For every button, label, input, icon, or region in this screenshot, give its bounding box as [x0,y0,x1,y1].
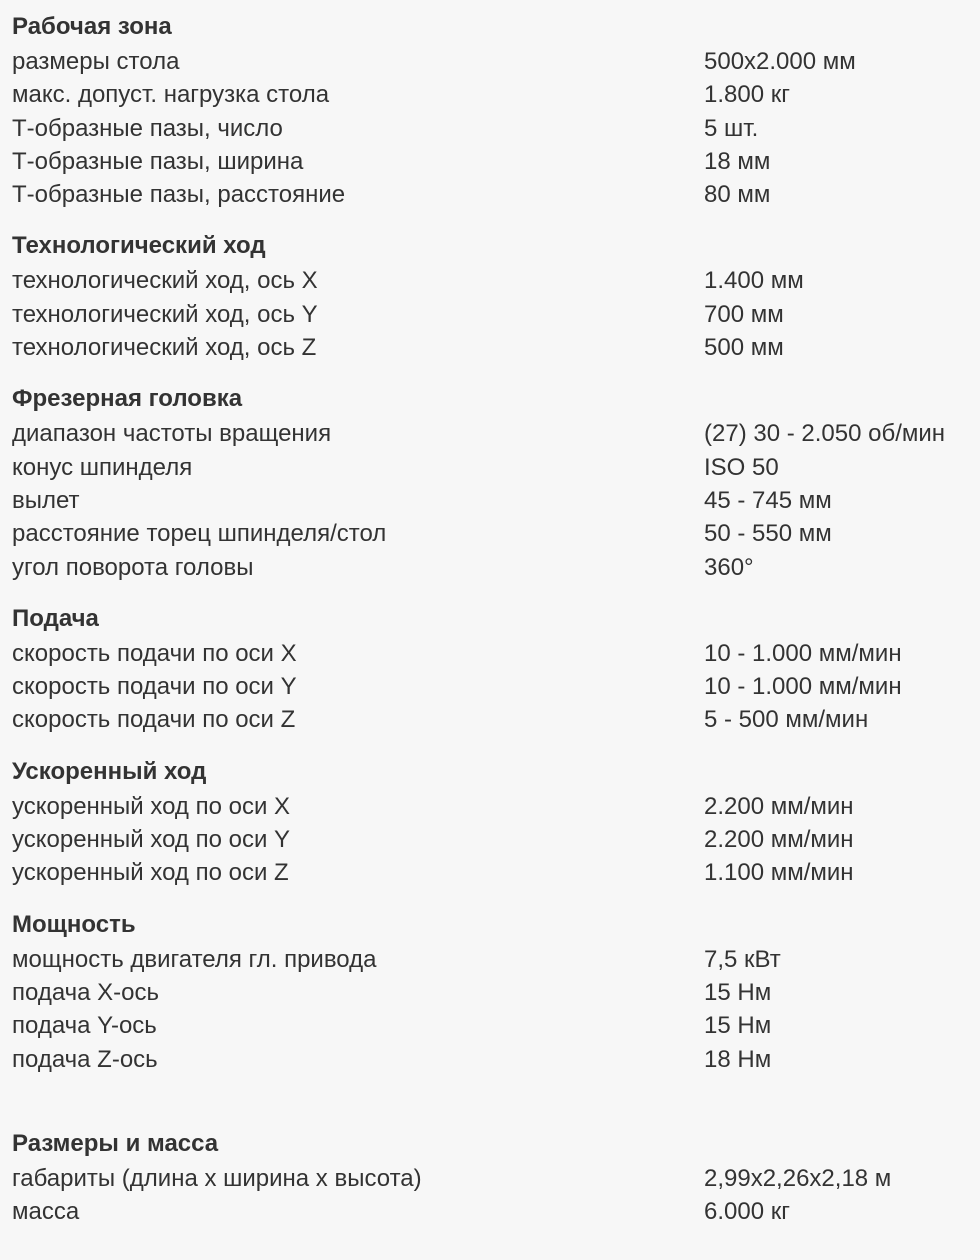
spec-value: (27) 30 - 2.050 об/мин [704,420,946,448]
spec-label: скорость подачи по оси Y [12,673,297,701]
spec-value: 1.800 кг [704,81,790,109]
spec-row [12,451,980,484]
spec-value: 10 - 1.000 мм/мин [704,639,902,667]
spec-label: угол поворота головы [12,553,254,581]
spec-row [12,637,980,670]
spec-row [12,112,980,145]
spec-value: 18 мм [704,147,771,175]
spec-label: габариты (длина x ширина x высота) [12,1164,422,1192]
spec-value: 360° [704,553,754,581]
spec-label: диапазон частоты вращения [12,420,332,448]
section-title: Рабочая зона [12,13,172,40]
section-rapid-traverse [12,755,980,890]
spec-row [12,703,980,736]
spec-value: 18 Нм [704,1045,772,1073]
section-spacer [12,584,980,602]
spec-label: подача Y-ось [12,1012,157,1040]
section-spacer [12,211,980,229]
spec-value: 7,5 кВт [704,945,781,973]
spec-row [12,145,980,178]
spec-value: 10 - 1.000 мм/мин [704,673,902,701]
spec-label: ускоренный ход по оси Y [12,826,291,854]
spec-value: 45 - 745 мм [704,486,832,514]
spec-row [12,1009,980,1042]
spec-value: 500x2.000 мм [704,48,856,75]
section-title: Подача [12,604,99,632]
section-travel [12,229,980,364]
spec-value: 1.100 мм/мин [704,859,854,887]
spec-row [12,1195,980,1228]
section-title: Ускоренный ход [12,757,207,785]
section-work-area [12,10,980,211]
spec-row [12,264,980,297]
spec-label: технологический ход, ось X [12,267,318,295]
spec-row [12,178,980,211]
spec-row [12,976,980,1009]
section-spacer [12,364,980,382]
section-spacer [12,1076,980,1127]
spec-row [12,1162,980,1195]
section-title: Мощность [12,910,136,938]
spec-value: 5 шт. [704,114,759,142]
spec-label: мощность двигателя гл. привода [12,945,377,973]
spec-label: расстояние торец шпинделя/стол [12,520,387,548]
spec-value: 700 мм [704,300,784,328]
spec-row [12,78,980,111]
spec-row [12,331,980,364]
spec-row [12,790,980,823]
spec-label: подача Z-ось [12,1045,158,1073]
spec-label: конус шпинделя [12,453,193,481]
spec-value: 15 Нм [704,1012,772,1040]
spec-row [12,670,980,703]
spec-row [12,943,980,976]
spec-label: масса [12,1198,80,1226]
spec-label: ускоренный ход по оси X [12,792,291,820]
spec-value: ISO 50 [704,453,779,481]
spec-row [12,298,980,331]
spec-label: скорость подачи по оси X [12,639,297,667]
spec-value: 500 мм [704,334,784,362]
spec-label: скорость подачи по оси Z [12,706,296,734]
spec-row [12,45,980,78]
spec-label: ускоренный ход по оси Z [12,859,289,887]
spec-row [12,417,980,450]
spec-value: 6.000 кг [704,1198,790,1226]
spec-row [12,484,980,517]
section-title: Размеры и масса [12,1129,219,1157]
spec-value: 2,99x2,26x2,18 м [704,1164,892,1192]
spec-label: Т-образные пазы, число [12,114,283,142]
spec-label: подача X-ось [12,978,160,1006]
spec-label: размеры стола [12,48,180,75]
spec-label: технологический ход, ось Z [12,334,317,362]
spec-value: 15 Нм [704,978,772,1006]
section-power [12,908,980,1076]
spec-value: 5 - 500 мм/мин [704,706,869,734]
spec-value: 80 мм [704,181,771,209]
section-spacer [12,890,980,908]
section-dimensions-weight [12,1127,980,1229]
spec-row [12,551,980,584]
section-title: Фрезерная головка [12,385,243,413]
spec-row [12,856,980,889]
spec-value: 50 - 550 мм [704,520,832,548]
spec-label: макс. допуст. нагрузка стола [12,81,330,109]
section-title: Технологический ход [12,232,266,260]
section-feed [12,602,980,737]
spec-label: технологический ход, ось Y [12,300,318,328]
spec-label: Т-образные пазы, ширина [12,147,304,175]
spec-row [12,1043,980,1076]
spec-label: вылет [12,486,80,514]
spec-value: 2.200 мм/мин [704,792,854,820]
spec-row [12,823,980,856]
section-milling-head [12,382,980,583]
spec-value: 1.400 мм [704,267,804,295]
spec-row [12,517,980,550]
spec-value: 2.200 мм/мин [704,826,854,854]
spec-label: Т-образные пазы, расстояние [12,181,346,209]
section-spacer [12,737,980,755]
